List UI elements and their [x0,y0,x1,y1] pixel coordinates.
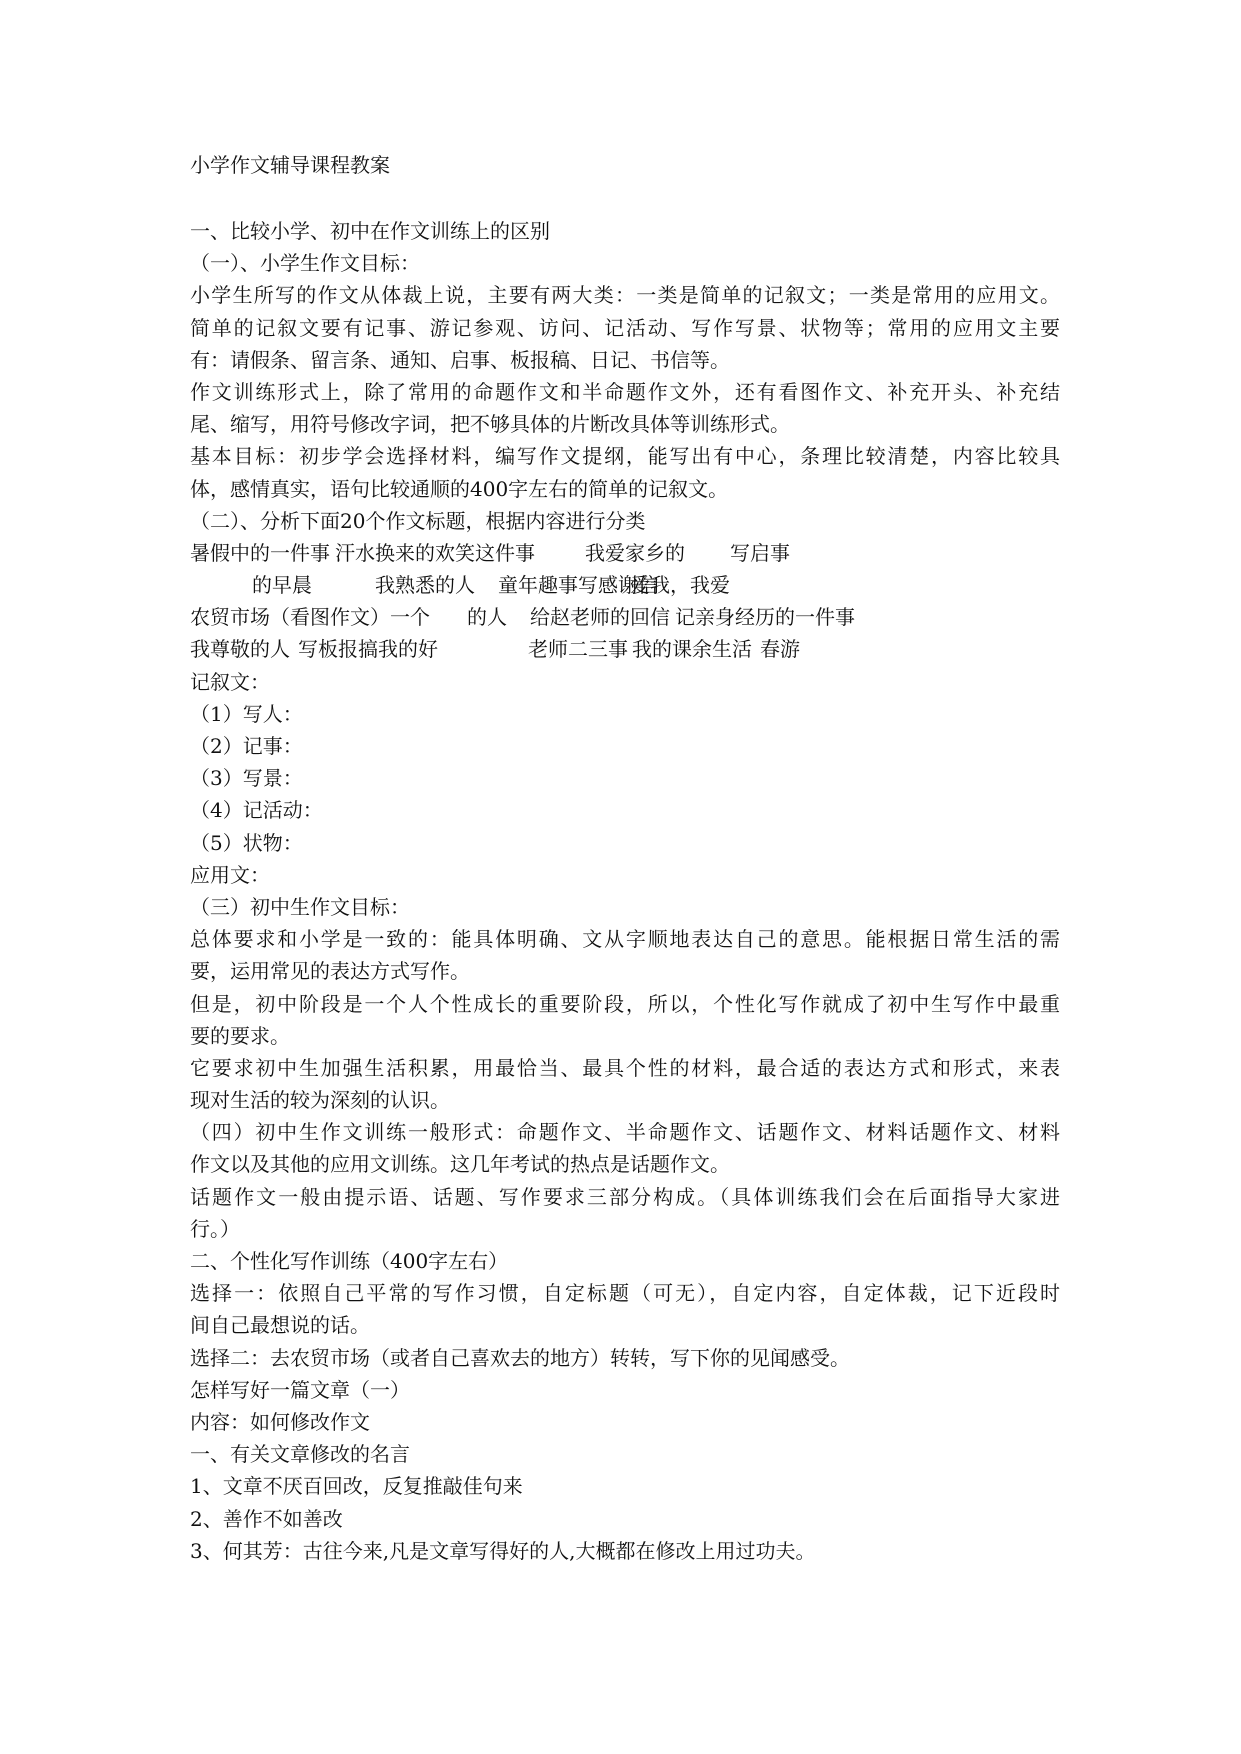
section-remaining-text [190,666,1060,1567]
essay-title: 的人 [467,605,507,630]
essay-titles-grid [190,537,1060,666]
essay-title: 的早晨 [252,573,312,598]
essay-title: 农贸市场（看图作文）一个 [190,605,430,630]
text-line: 应用文： [190,862,270,887]
text-line: 作文以及其他的应用文训练。这几年考试的热点是话题作文。 [190,1152,730,1177]
text-line: （1）写人： [190,701,303,726]
text-line: 选择二：去农贸市场（或者自己喜欢去的地方）转转，写下你的见闻感受。 [190,1345,850,1370]
text-line: （四）初中生作文训练一般形式：命题作文、半命题作文、话题作文、材料话题作文、材料 [190,1120,1060,1145]
essay-title: 我熟悉的人 [375,573,475,598]
essay-title: 老师二三事 [528,637,628,662]
text-line: 尾、缩写，用符号修改字词，把不够具体的片断改具体等训练形式。 [190,412,790,437]
titles-row [190,601,1060,633]
titles-row [190,569,1060,601]
text-line: 有：请假条、留言条、通知、启事、板报稿、日记、书信等。 [190,347,730,372]
text-line: （二）、分析下面20个作文标题，根据内容进行分类 [190,508,646,533]
essay-title: 童年趣事写感谢信 [498,573,658,598]
essay-title: 写板报搞我的好 [298,637,438,662]
text-line: 简单的记叙文要有记事、游记参观、访问、记活动、写作写景、状物等；常用的应用文主要 [190,315,1060,340]
section-one-intro [190,215,1060,537]
text-line: （三）初中生作文目标： [190,894,410,919]
text-line: 2、善作不如善改 [190,1506,343,1531]
text-line: 体，感情真实，语句比较通顺的400字左右的简单的记叙文。 [190,476,729,501]
text-line: 一、有关文章修改的名言 [190,1442,410,1467]
text-line: （3）写景： [190,766,303,791]
essay-title: 我爱家乡的 [585,540,685,565]
text-line: 但是，初中阶段是一个人个性成长的重要阶段，所以，个性化写作就成了初中生写作中最重 [190,991,1060,1016]
text-line: 要的要求。 [190,1023,290,1048]
text-line: 它要求初中生加强生活积累，用最恰当、最具个性的材料，最合适的表达方式和形式，来表 [190,1055,1060,1080]
text-line: （4）记活动： [190,798,323,823]
essay-title: 我的课余生活 [632,637,752,662]
text-line: 记叙文： [190,669,270,694]
document-body [190,215,1060,1567]
text-line: 选择一：依照自己平常的写作习惯，自定标题（可无），自定内容，自定体裁，记下近段时 [190,1281,1060,1306]
text-line: 3、何其芳：古往今来,凡是文章写得好的人,大概都在修改上用过功夫。 [190,1538,816,1563]
text-line: 1、文章不厌百回改，反复推敲佳句来 [190,1474,523,1499]
essay-title: 汗水换来的欢笑这件事 [335,540,535,565]
document-title: 小学作文辅导课程教案 [190,153,390,177]
text-line: 二、个性化写作训练（400字左右） [190,1249,509,1273]
text-line: 怎样写好一篇文章（一） [190,1377,410,1402]
text-line: 间自己最想说的话。 [190,1313,370,1338]
text-line: 现对生活的较为深刻的认识。 [190,1088,450,1113]
text-line: 话题作文一般由提示语、话题、写作要求三部分构成。（具体训练我们会在后面指导大家进 [190,1184,1060,1209]
text-line: （一）、小学生作文目标： [190,251,420,276]
text-line: （5）状物： [190,830,303,855]
text-line: （2）记事： [190,734,303,758]
titles-row [190,633,1060,665]
essay-title: 我尊敬的人 [190,637,290,662]
essay-title: 爱我，我爱 [630,573,730,598]
essay-title: 记亲身经历的一件事 [675,605,855,630]
text-line: 基本目标：初步学会选择材料，编写作文提纲，能写出有中心，条理比较清楚，内容比较具 [190,444,1060,469]
text-line: 一、比较小学、初中在作文训练上的区别 [190,219,550,243]
text-line: 小学生所写的作文从体裁上说，主要有两大类：一类是简单的记叙文；一类是常用的应用文。 [190,283,1060,308]
titles-row [190,537,1060,569]
text-line: 内容：如何修改作文 [190,1409,370,1434]
essay-title: 写启事 [730,540,790,565]
essay-title: 春游 [760,637,800,662]
text-line: 要，运用常见的表达方式写作。 [190,959,470,984]
text-line: 作文训练形式上，除了常用的命题作文和半命题作文外，还有看图作文、补充开头、补充结 [190,379,1060,404]
essay-title: 给赵老师的回信 [530,605,670,630]
essay-title: 暑假中的一件事 [190,540,330,565]
text-line: 行。） [190,1216,240,1241]
text-line: 总体要求和小学是一致的：能具体明确、文从字顺地表达自己的意思。能根据日常生活的需 [190,927,1060,952]
